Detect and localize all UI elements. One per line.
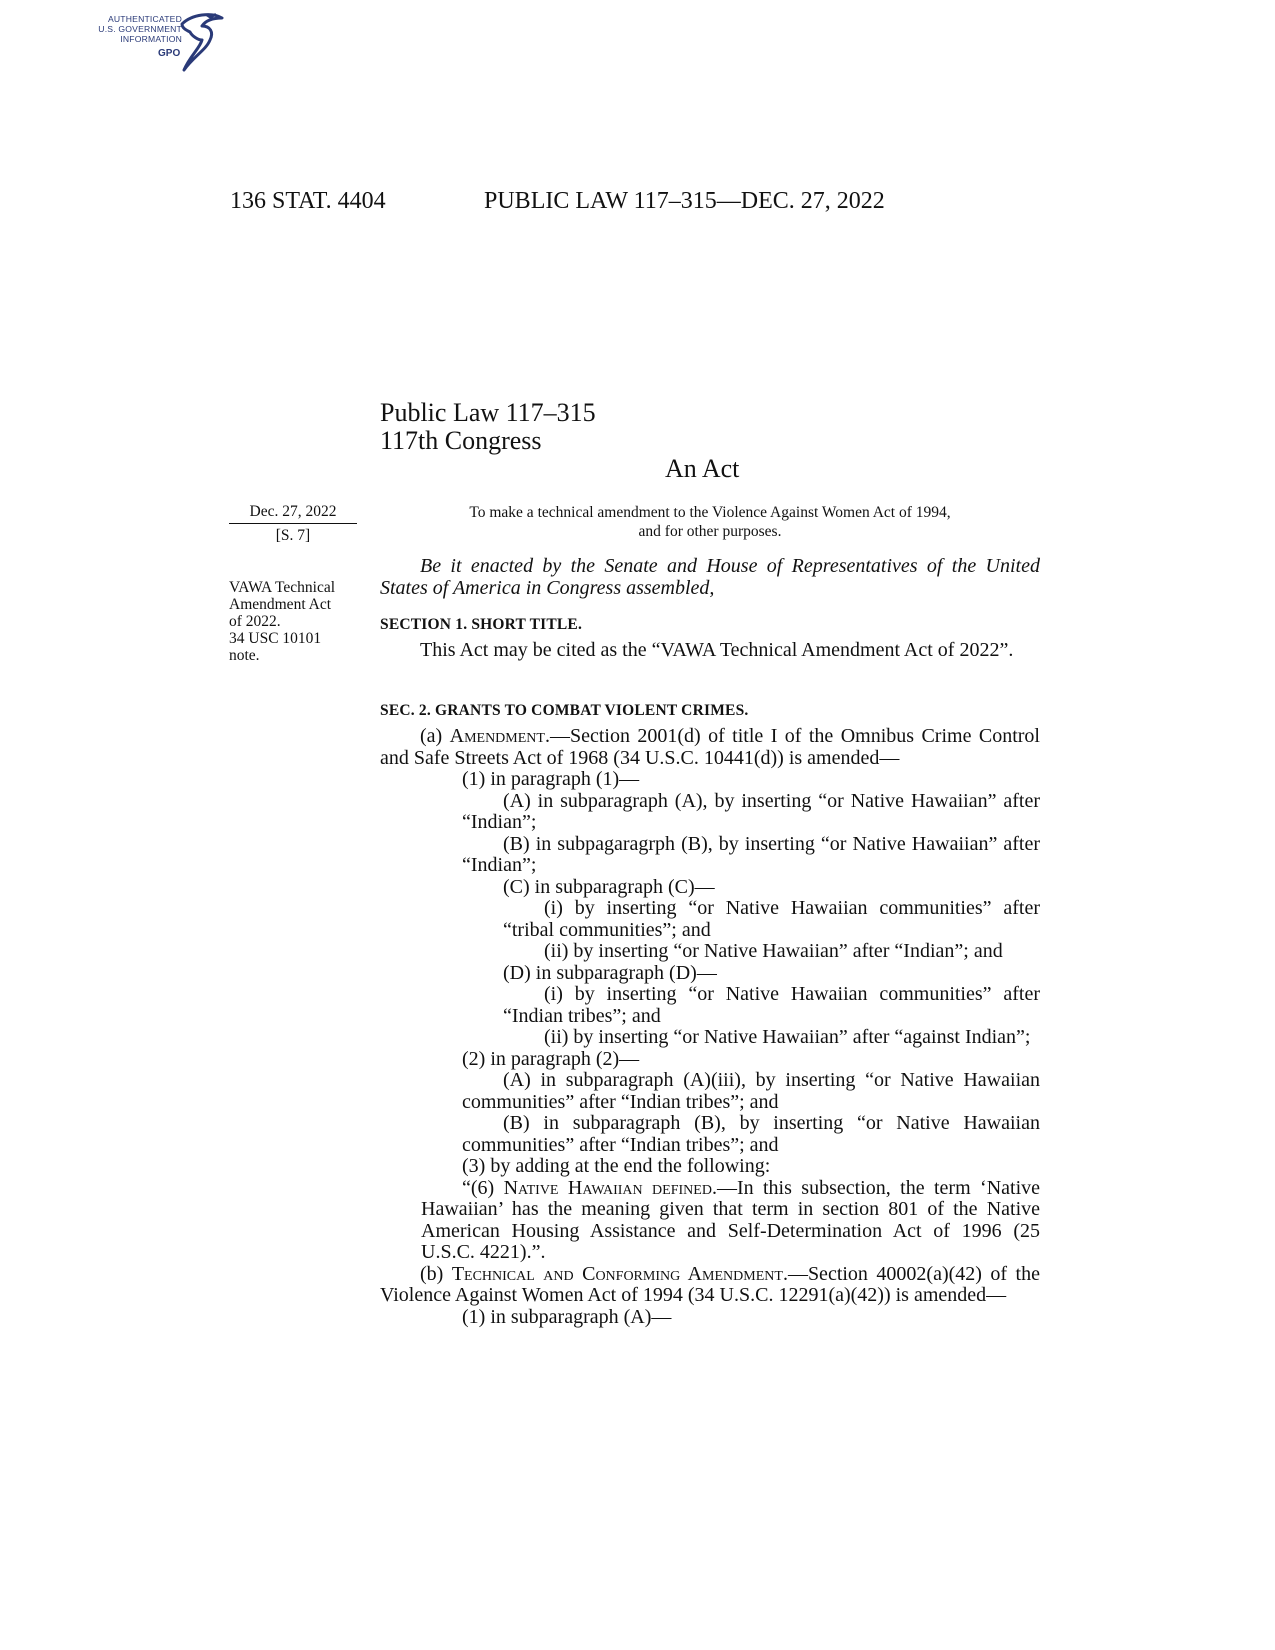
- gpo-authentication-logo: [92, 8, 227, 76]
- paragraph-1-B: (B) in subpagaragrph (B), by inserting “or Native Hawaiian” after “Indian”;: [462, 832, 1040, 876]
- section-2: [380, 700, 1040, 722]
- quoted-6-text: .—In this subsection, the term ‘Native Hawaiian’ has the meaning given that term in section 801 of the Native American Housing Assistance and Self-Determination Act of 1996 (25 U.S.C. 4221).”.: [421, 1176, 1041, 1263]
- logo-text-line3: INFORMATION: [120, 34, 182, 44]
- sidenote-divider: [229, 523, 357, 524]
- sidenote-line: 34 USC 10101: [229, 630, 322, 647]
- sidenote-line: of 2022.: [229, 613, 281, 630]
- eagle-logo-icon: [176, 10, 226, 74]
- section-2-heading: SEC. 2. GRANTS TO COMBAT VIOLENT CRIMES.: [380, 702, 749, 719]
- section-1-text: This Act may be cited as the “VAWA Technical Amendment Act of 2022”.: [420, 639, 1014, 661]
- paragraph-1-C: (C) in subparagraph (C)—: [503, 875, 715, 898]
- paragraph-3: (3) by adding at the end the following:: [462, 1155, 771, 1177]
- subsection-b-paragraph-1: (1) in subparagraph (A)—: [462, 1305, 672, 1328]
- paragraph-2-B: (B) in subparagraph (B), by inserting “or Native Hawaiian communities” after “Indian tribes”; and: [462, 1112, 1040, 1156]
- paragraph-1-A: (A) in subparagraph (A), by inserting “or Native Hawaiian” after “Indian”;: [462, 789, 1040, 833]
- purpose-line: and for other purposes.: [638, 523, 782, 540]
- paragraph-1-D-ii: (ii) by inserting “or Native Hawaiian” after “against Indian”;: [544, 1026, 1031, 1048]
- subsection-b: [380, 1264, 1040, 1307]
- page-citation: 136 STAT. 4404: [230, 188, 386, 214]
- quoted-paragraph-6: [380, 1178, 1040, 1264]
- subsection-b-lead: (b): [420, 1262, 452, 1285]
- logo-text-line1: AUTHENTICATED: [107, 14, 182, 24]
- sidenote-line: note.: [229, 647, 260, 664]
- sidenote-bill-number: [S. 7]: [275, 527, 311, 544]
- section-1-heading: SECTION 1. SHORT TITLE.: [380, 616, 583, 633]
- section-1-body: [380, 640, 1040, 662]
- paragraph-2: (2) in paragraph (2)—: [462, 1047, 640, 1070]
- paragraph-2-A: (A) in subparagraph (A)(iii), by inserting “or Native Hawaiian communities” after “Indian tribes”; and: [462, 1069, 1040, 1113]
- subsection-b-text: .—Section 40002(a)(42) of the Violence Against Women Act of 1994 (34 U.S.C. 12291(a)(42)) is amended—: [380, 1262, 1040, 1306]
- purpose-line: To make a technical amendment to the Violence Against Women Act of 1994,: [469, 504, 951, 521]
- paragraph-1-D: (D) in subparagraph (D)—: [503, 961, 717, 984]
- sidenote-date: Dec. 27, 2022: [249, 503, 337, 520]
- enacting-text: Be it enacted by the Senate and House of Representatives of the United States of America in Congress assembled,: [380, 555, 1040, 599]
- sidenote-line: VAWA Technical: [229, 579, 336, 596]
- logo-text-line2: U.S. GOVERNMENT: [98, 24, 182, 34]
- paragraph-1-D-i: (i) by inserting “or Native Hawaiian communities” after “Indian tribes”; and: [503, 983, 1040, 1027]
- paragraph-1: (1) in paragraph (1)—: [462, 768, 640, 790]
- congress-number: 117th Congress: [380, 426, 542, 455]
- subsection-a-lead: (a): [420, 725, 450, 747]
- section-1: [380, 614, 1040, 636]
- act-heading: An Act: [665, 454, 740, 483]
- subsection-a: [380, 726, 1040, 769]
- section-2-body: [380, 726, 1040, 1328]
- paragraph-1-C-i: (i) by inserting “or Native Hawaiian communities” after “tribal communities”; and: [503, 897, 1040, 941]
- quoted-6-lead: “(6): [462, 1176, 504, 1199]
- act-purpose: [380, 503, 1040, 541]
- subsection-a-text: .—Section 2001(d) of title I of the Omnibus Crime Control and Safe Streets Act of 1968 (34 U.S.C. 10441(d)) is amended—: [380, 725, 1040, 769]
- subsection-a-caption: Amendment: [449, 725, 545, 747]
- sidenote-short-title: [229, 579, 369, 664]
- subsection-b-caption: Technical and Conforming Amendment: [451, 1262, 783, 1285]
- logo-text-gpo: GPO: [158, 48, 181, 59]
- quoted-6-caption: Native Hawaiian defined: [503, 1176, 712, 1199]
- law-and-date: PUBLIC LAW 117–315—DEC. 27, 2022: [484, 188, 885, 214]
- enacting-clause: [380, 556, 1040, 599]
- public-law-number: Public Law 117–315: [380, 398, 596, 427]
- sidenote-line: Amendment Act: [229, 596, 332, 613]
- paragraph-1-C-ii: (ii) by inserting “or Native Hawaiian” after “Indian”; and: [544, 940, 1003, 962]
